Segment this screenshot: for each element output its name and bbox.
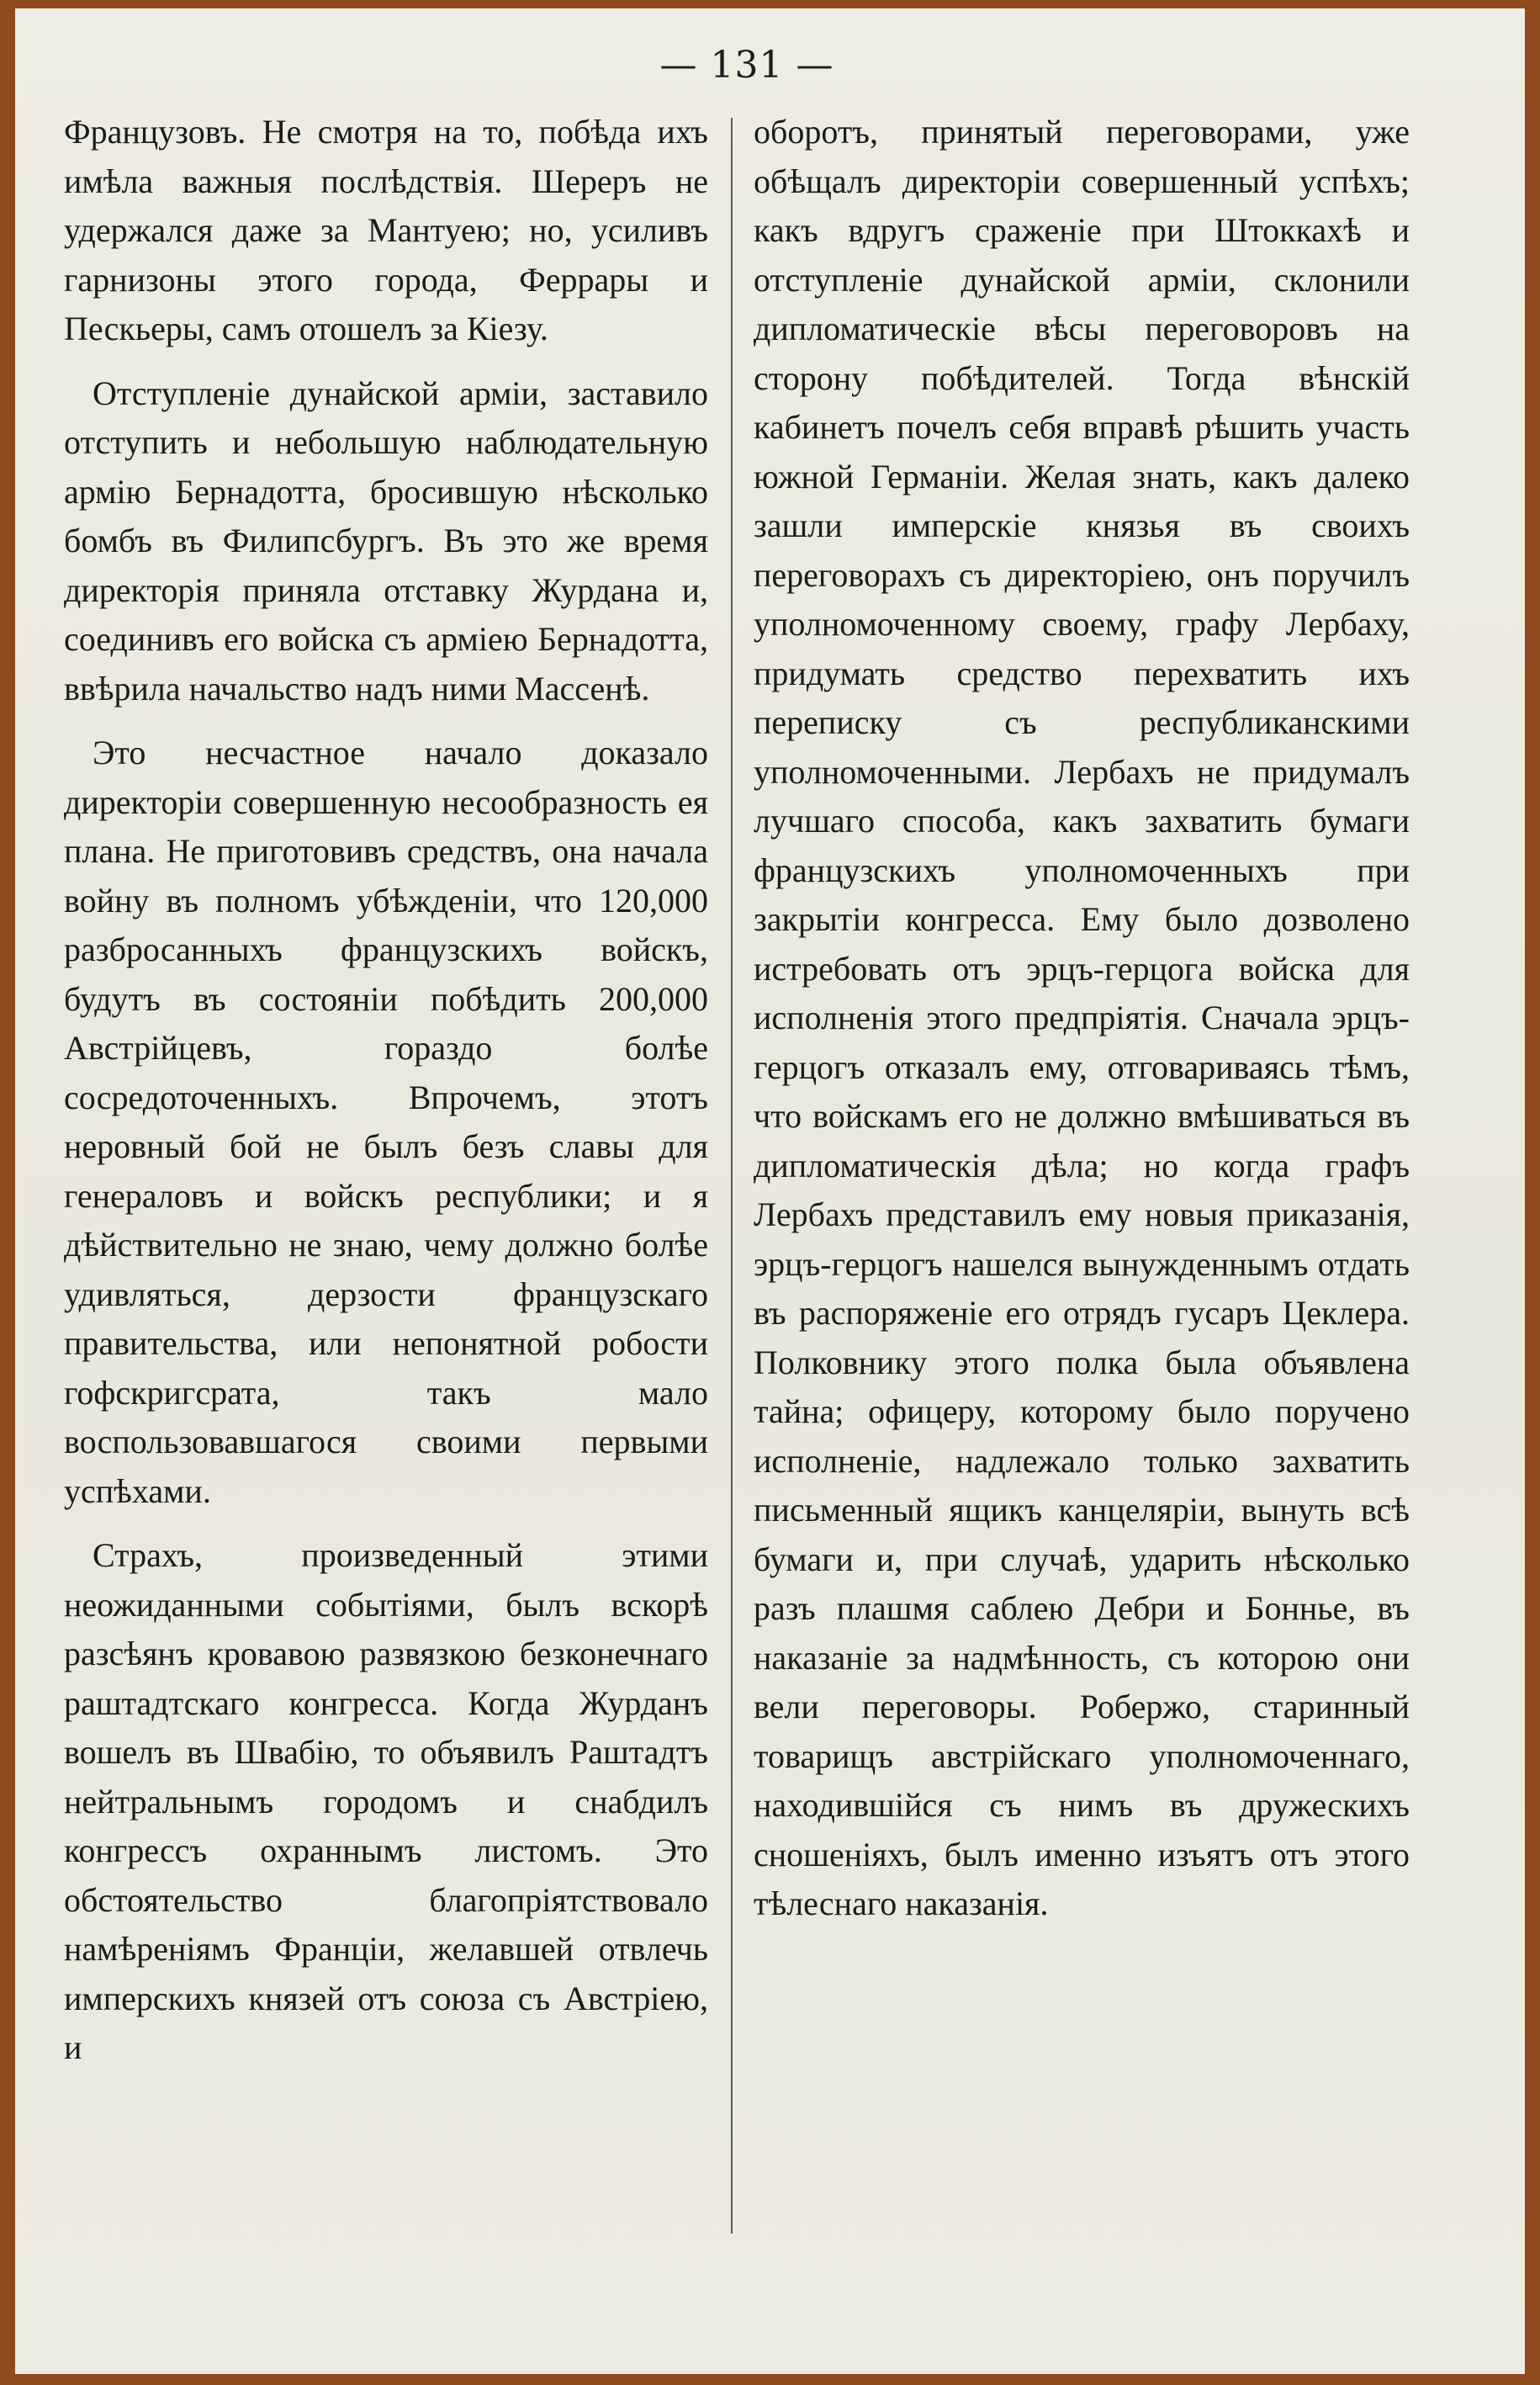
column-divider [731,118,733,2234]
paragraph: Это несчастное начало доказало директоріи совершенную несообразность ея плана. Не приготовивъ средствъ, она начала войну въ полномъ убѣжденіи, что 120,000 разбросанныхъ французскихъ войскъ, будутъ въ состояніи побѣдить 200,000 Австрійцевъ, гораздо болѣе сосредоточенныхъ. Впрочемъ, этотъ неровный бой не былъ безъ славы для генераловъ и войскъ республики; и я дѣйствительно не знаю, чему должно болѣе удивляться, дерзости французскаго правительства, или непонятной робости гофскригсрата, такъ мало воспользовавшагося своими первыми успѣхами. [64,734,708,1510]
book-page [15,8,1525,2374]
right-text-column [754,108,1410,1929]
paragraph: Отступленіе дунайской арміи, заставило отступить и небольшую наблюдательную армію Бернадотта, бросившую нѣсколько бомбъ въ Филипсбургъ. Въ это же время директорія приняла отставку Журдана и, соединивъ его войска съ арміею Бернадотта, ввѣрила начальство надъ ними Массенѣ. [64,374,708,708]
page-number: — 131 — [659,44,834,87]
paragraph: Французовъ. Не смотря на то, побѣда ихъ имѣла важныя послѣдствія. Шереръ не удержался даже за Мантуею; но, усиливъ гарнизоны этого города, Феррары и Пескьеры, самъ отошелъ за Кіезу. [64,113,708,347]
left-text-column [64,108,708,2073]
paragraph: оборотъ, принятый переговорами, уже обѣщалъ директоріи совершенный успѣхъ; какъ вдругъ сраженіе при Штоккахѣ и отступленіе дунайской арміи, склонили дипломатическіе вѣсы переговоровъ на сторону побѣдителей. Тогда вѣнскій кабинетъ почелъ себя вправѣ рѣшить участь южной Германіи. Желая знать, какъ далеко зашли имперскіе князья въ своихъ переговорахъ съ директоріею, онъ поручилъ уполномоченному своему, графу Лербаху, придумать средство перехватить ихъ переписку съ республиканскими уполномоченными. Лербахъ не придумалъ лучшаго способа, какъ захватить бумаги французскихъ уполномоченныхъ при закрытіи конгресса. Ему было дозволено истребовать отъ эрцъ-герцога войска для исполненія этого предпріятія. Сначала эрцъ-герцогъ отказалъ ему, отговариваясь тѣмъ, что войскамъ его не должно вмѣшиваться въ дипломатическія дѣла; но когда графъ Лербахъ представилъ ему новыя приказанія, эрцъ-герцогъ нашелся вынужденнымъ отдать въ распоряженіе его отрядъ гусаръ Цеклера. Полковнику этого полка была объявлена тайна; офицеру, которому было поручено исполненіе, надлежало только захватить письменный ящикъ канцеляріи, вынуть всѣ бумаги и, при случаѣ, ударить нѣсколько разъ плашмя саблею Дебри и Боннье, въ наказаніе за надмѣнность, съ которою они вели переговоры. Робержо, старинный товарищъ австрійскаго уполномоченнаго, находившійся съ нимъ въ дружескихъ сношеніяхъ, былъ именно изъятъ отъ этого тѣлеснаго наказанія. [754,113,1410,1922]
paragraph: Страхъ, произведенный этими неожиданными событіями, былъ вскорѣ разсѣянъ кровавою развязкою безконечнаго раштадтскаго конгресса. Когда Журданъ вошелъ въ Швабію, то объявилъ Раштадтъ нейтральнымъ городомъ и снабдилъ конгрессъ охраннымъ листомъ. Это обстоятельство благопріятствовало намѣреніямъ Франціи, желавшей отвлечь имперскихъ князей отъ союза съ Австріею, и [64,1536,708,2066]
